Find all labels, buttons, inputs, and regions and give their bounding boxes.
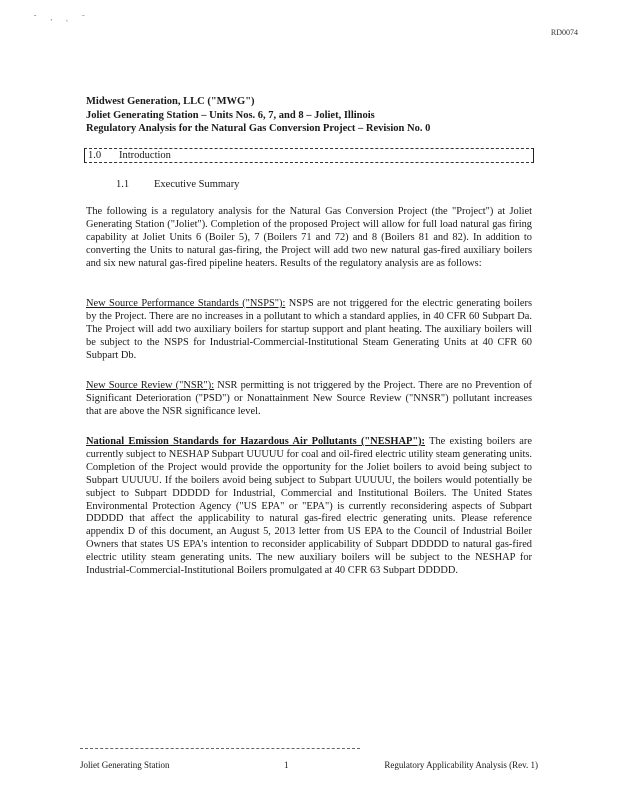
neshap-lead: National Emission Standards for Hazardous Air Pollutants ("NESHAP"): (86, 436, 426, 447)
scan-corner-marks: ˘ ‚ ˛ ˝ (34, 14, 91, 22)
footer-page-number: 1 (284, 760, 289, 770)
paragraph-intro: The following is a regulatory analysis for the Natural Gas Conversion Project (the "Project") at Joliet Generating Station ("Joliet"). Completion of the proposed Project will allow for full load natural gas firing capability at Joliet Units 6 (Boiler 5), 7 (Boilers 71 and 72) and 8 (Boilers 81 and 82). In addition to converting the Units to natural gas-firing, the Project will add two new natural gas-fired auxiliary boilers and six new natural gas-fired pipeline heaters. Results of the regulatory analysis are as follows: (86, 206, 532, 269)
subsection-heading (116, 178, 239, 191)
subsection-number: 1.1 (116, 179, 130, 190)
neshap-body: The existing boilers are currently subject to NESHAP Subpart UUUUU for coal and oil-fired electric utility steam generating units. Completion of the Project would provide the opportunity for the Joliet boilers to avoid being subject to Subpart UUUUU. If the boilers avoid being subject to Subpart UUUUU, the boilers would potentially be subject to Subpart DDDDD for Industrial, Commercial and Institutional Boilers. The United States Environmental Protection Agency ("US EPA" or "EPA") is currently reconsidering aspects of Subpart DDDDD that affect the applicability to natural gas-fired electric generating units. Please reference appendix D of this document, an August 5, 2013 letter from US EPA to the Council of Industrial Boiler Owners that states US EPA's intention to reconsider applicability of Subpart DDDDD to natural gas-fired electric utility steam generating units. The new auxiliary boilers will be subject to the NESHAP for Industrial-Commercial-Institutional Boilers promulgated at 40 CFR 63 Subpart DDDDD. (86, 436, 533, 577)
section-heading-box (84, 148, 534, 163)
paragraph-nsr (86, 380, 532, 419)
header-company: Midwest Generation, LLC ("MWG") (86, 96, 255, 107)
section-title: Introduction (119, 150, 171, 161)
footer-divider (80, 748, 360, 749)
document-header (86, 95, 546, 136)
header-title: Regulatory Analysis for the Natural Gas Conversion Project – Revision No. 0 (86, 123, 431, 134)
subsection-title: Executive Summary (154, 179, 240, 190)
nsps-lead: New Source Performance Standards ("NSPS"): (86, 298, 286, 309)
header-station: Joliet Generating Station – Units Nos. 6, 7, and 8 – Joliet, Illinois (86, 109, 375, 121)
footer-station: Joliet Generating Station (80, 760, 170, 770)
paragraph-nsps (86, 298, 532, 363)
nsr-lead: New Source Review ("NSR"): (86, 380, 215, 391)
footer-document-title: Regulatory Applicability Analysis (Rev. 1) (384, 760, 538, 770)
page-identifier: RD0074 (550, 28, 578, 37)
section-number: 1.0 (88, 150, 102, 161)
nsr-body: NSR permitting is not triggered by the Project. There are no Prevention of Significant Deterioration ("PSD") or Nonattainment New Source Review ("NNSR") pollutant increases that are above the NSR significance level. (86, 380, 532, 417)
paragraph-neshap (86, 436, 532, 578)
nsps-body: NSPS are not triggered for the electric generating boilers by the Project. There are no increases in a pollutant to which a standard applies, in 40 CFR 60 Subpart Da. The Project will add two auxiliary boilers for startup support and plant heating. The auxiliary boilers will be subject to the NSPS for Industrial-Commercial-Institutional Steam Generating Units at 40 CFR 60 Subpart Db. (86, 298, 532, 361)
